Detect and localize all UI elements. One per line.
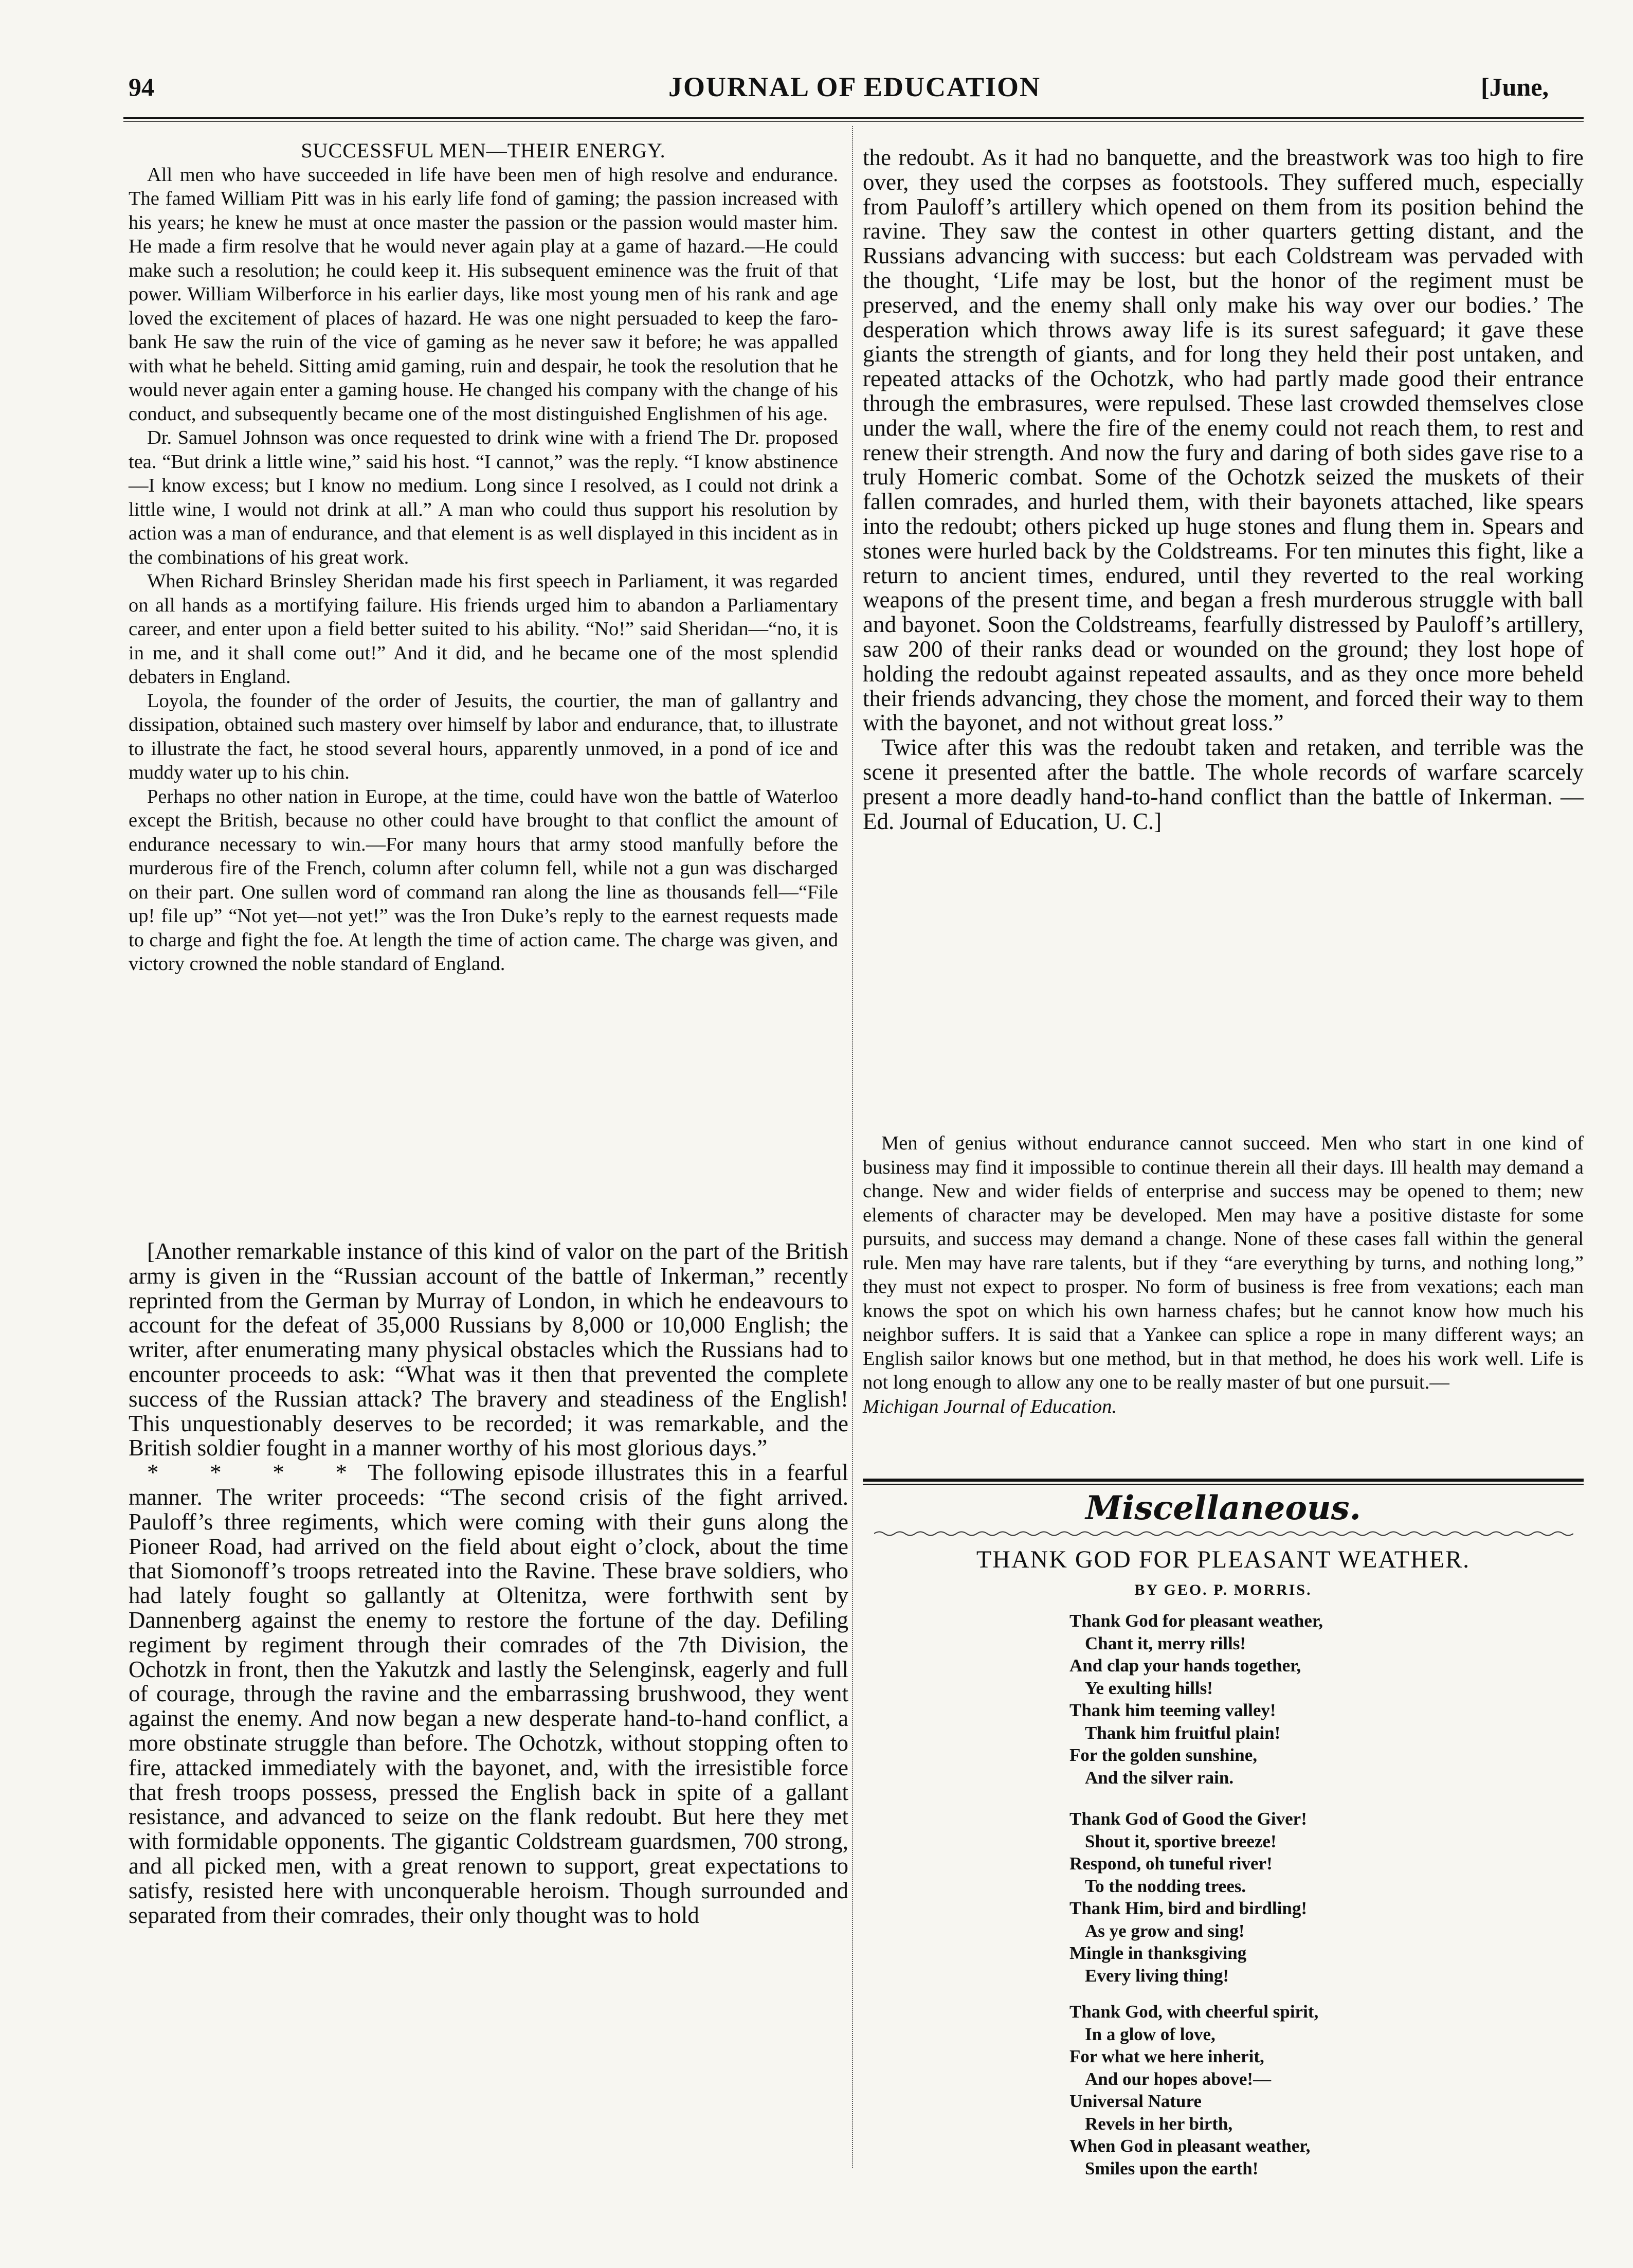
poem-line: Chant it, merry rills! [1085, 1633, 1246, 1653]
poem-line: Ye exulting hills! [1085, 1678, 1213, 1698]
poem-line: To the nodding trees. [1085, 1876, 1246, 1896]
poem-line: For what we here inherit, [1069, 2046, 1264, 2066]
column-divider [852, 126, 853, 2168]
paragraph [129, 1461, 848, 1928]
article-heading: SUCCESSFUL MEN—THEIR ENERGY. [301, 139, 666, 162]
poem-line: Thank God of Good the Giver! [1069, 1809, 1307, 1829]
paragraph: Loyola, the founder of the order of Jesuits, the courtier, the man of gallantry and dissipation, obtained such mastery over himself by labor and endurance, that, to illustrate to illustrate the fact, he stood several hours, apparently unmoved, in a pond of ice and muddy water up to his chin. [129, 690, 838, 783]
poem-line: Revels in her birth, [1085, 2113, 1233, 2134]
running-title: JOURNAL OF EDUCATION [668, 71, 1041, 102]
wavy-rule [874, 1530, 1573, 1537]
poem-line: Every living thing! [1085, 1965, 1229, 1986]
section-rule [863, 1479, 1584, 1485]
section-heading: Miscellaneous. [1085, 1489, 1361, 1527]
poem-line: For the golden sunshine, [1069, 1745, 1257, 1765]
article-inkerman-part-1 [129, 1239, 848, 1928]
paragraph: the redoubt. As it had no banquette, and the breastwork was too high to fire over, they used the corpses as footstools. They suffered much, especially from Pauloff’s artillery which opened on them from its position behind the ravine. They saw the contest in other quarters getting distant, and the Russians advancing with success: but each Coldstream was pervaded with the thought, ‘Life may be lost, but the honor of the regiment must be preserved, and the enemy shall only make his way over our bodies.’ The desperation which throws away life is its surest safeguard; it gave these giants the strength of giants, and for long they held their post untaken, and repeated attacks of the Ochotzk, who had partly made good their entrance through the embrasures, were repulsed. These last crowded themselves close under the wall, where the fire of the enemy could not reach them, to rest and renew their strength. And now the fury and daring of both sides gave rise to a truly Homeric combat. Some of the Ochotzk seized the muskets of their fallen comrades, and hurled them, with their bayonets attached, like spears into the redoubt; others picked up huge stones and flung them in. Spears and stones were hurled back by the Coldstreams. For ten minutes this fight, like a return to ancient times, endured, until they reverted to the real working weapons of the present time, and began a fresh murderous struggle with ball and bayonet. Soon the Coldstreams, fearfully distressed by Pauloff’s artillery, saw 200 of their ranks dead or wounded on the ground; they lost hope of holding the redoubt against repeated assaults, and as they once more beheld their friends advancing, they chose the moment, and forced their way to them with the bayonet, and not without great loss.” [863, 145, 1584, 736]
paragraph-text: Men of genius without endurance cannot succeed. Men who start in one kind of business may find it impossible to continue therein all their days. Ill health may demand a change. New and wider fields of enterprise and success may be opened to them; new elements of character may be developed. Men may have a positive distaste for some pursuits, and success may demand a change. None of these cases fall within the general rule. Men may have rare talents, but if they “are everything by turns, and nothing long,” they must not expect to prosper. No form of business is free from vexations; each man knows the spot on which his own harness chafes; but he cannot know how much his neighbor suffers. It is said that a Yankee can splice a rope in many different ways; an English sailor knows but one method, but in that method, he does his work well. Life is not long enough to allow any one to be really master of but one pursuit.— [863, 1132, 1584, 1393]
poem-line: Smiles upon the earth! [1085, 2158, 1259, 2179]
poem-line: Thank God for pleasant weather, [1069, 1611, 1323, 1631]
paragraph [863, 1131, 1584, 1418]
poem-title: THANK GOD FOR PLEASANT WEATHER. [976, 1546, 1471, 1573]
poem-line: Thank him fruitful plain! [1085, 1722, 1281, 1743]
poem-line: Thank Him, bird and birdling! [1069, 1898, 1307, 1918]
poem-line: Mingle in thanksgiving [1069, 1943, 1247, 1963]
poem-stanza [1069, 1808, 1481, 1987]
running-month: [June, [1481, 73, 1549, 101]
article-genius-endurance [863, 1131, 1584, 1418]
poem-line: And clap your hands together, [1069, 1655, 1301, 1676]
paragraph: When Richard Brinsley Sheridan made his first speech in Parliament, it was regarded on all hands as a mortifying failure. His friends urged him to abandon a Parliamentary career, and enter upon a field better suited to his ability. “No!” said Sheridan—“no, it is in me, and it shall come out!” And it did, and he became one of the most splendid debaters in England. [129, 570, 838, 688]
poem-stanza [1069, 1610, 1481, 1789]
poem-line: In a glow of love, [1085, 2024, 1215, 2044]
article-inkerman-part-2 [863, 146, 1584, 834]
poem-line: Thank God, with cheerful spirit, [1069, 2002, 1319, 2022]
poem-line: And the silver rain. [1085, 1767, 1234, 1788]
paragraph: All men who have succeeded in life have been men of high resolve and endurance. The famed William Pitt was in his early life fond of gaming; the passion increased with his years; he knew he must at once master the passion or the passion would master him. He made a firm resolve that he would never again play at a game of hazard.—He could make such a resolution; he could keep it. His subsequent eminence was the fruit of that power. William Wilberforce in his earlier days, like most young men of his rank and age loved the excitement of places of hazard. He was one night persuaded to keep the faro-bank He saw the ruin of the vice of gaming as he never saw it before; he was appalled with what he beheld. Sitting amid gaming, ruin and despair, he took the resolution that he would never again enter a gaming house. He changed his company with the change of his conduct, and subsequently became one of the most distinguished Englishmen of his age. [129, 164, 838, 425]
header-rule [123, 117, 1584, 122]
source-credit: Michigan Journal of Education. [863, 1395, 1117, 1417]
paragraph-text: The following episode illustrates this in a fearful manner. The writer proceeds: “The second crisis of the fight arrived. Pauloff’s three regiments, which were coming with their guns along the Pioneer Road, had arrived on the field about eight o’clock, about the time that Siomonoff’s troops retreated into the Ravine. These brave soldiers, who had lately fought so gallantly at Oltenitza, were forthwith sent by Dannenberg against the enemy to restore the fortune of the day. Defiling regiment by regiment through their comrades of the 7th Division, the Ochotzk in front, then the Yakutzk and lastly the Selenginsk, eagerly and full of courage, through the ravine and the embarrassing brushwood, they went against the enemy. And now began a new desperate hand-to-hand conflict, a more obstinate struggle than before. The Ochotzk, without stopping often to fire, attacked immediately with the bayonet, and, with the irresistible force that fresh troops possess, pressed the English back in spite of a gallant resistance, and advanced to seize on the flank redoubt. But here they met with formidable opponents. The gigantic Coldstream guardsmen, 700 strong, and all picked men, with a great renown to support, great expectations to satisfy, resisted here with unconquerable heroism. Though surrounded and separated from their comrades, their only thought was to hold [129, 1460, 848, 1928]
poem-line: As ye grow and sing! [1085, 1920, 1245, 1941]
poem-line: And our hopes above!— [1085, 2068, 1272, 2089]
paragraph: Perhaps no other nation in Europe, at the time, could have won the battle of Waterloo except the British, because no other could have brought to that conflict the amount of endurance necessary to win.—For many hours that army stood manfully before the murderous fire of the French, column after column fell, while not a gun was discharged on their part. One sullen word of command ran along the line as thousands fell—“File up! file up” “Not yet—not yet!” was the Iron Duke’s reply to the earnest requests made to charge and fight the foe. At length the time of action came. The charge was given, and victory crowned the noble standard of England. [129, 785, 838, 975]
poem-author: BY GEO. P. MORRIS. [1134, 1581, 1312, 1598]
poem-line: When God in pleasant weather, [1069, 2136, 1311, 2156]
poem-stanza [1069, 2001, 1481, 2180]
poem-line: Universal Nature [1069, 2091, 1202, 2111]
paragraph: Twice after this was the redoubt taken and retaken, and terrible was the scene it presented after the battle. The whole records of warfare scarcely present a more deadly hand-to-hand conflict than the battle of Inkerman. —Ed. Journal of Education, U. C.] [863, 734, 1584, 834]
paragraph: Dr. Samuel Johnson was once requested to drink wine with a friend The Dr. proposed tea. “But drink a little wine,” said his host. “I cannot,” was the reply. “I know abstinence—I know excess; but I know no medium. Long since I resolved, as I could not drink a little wine, I would not drink at all.” A man who could thus support his resolution by action was a man of endurance, and that element is as well displayed in this incident as in the combinations of his great work. [129, 427, 838, 568]
poem-line: Shout it, sportive breeze! [1085, 1831, 1277, 1851]
page-number: 94 [129, 73, 154, 101]
asterisks: * * * * [147, 1460, 368, 1486]
article-successful-men [129, 139, 838, 976]
poem-line: Thank him teeming valley! [1069, 1700, 1276, 1720]
paragraph: [Another remarkable instance of this kind of valor on the part of the British army is given in the “Russian account of the battle of Inkerman,” recently reprinted from the German by Murray of London, in which he endeavours to account for the defeat of 35,000 Russians by 8,000 or 10,000 English; the writer, after enumerating many physical obstacles which the Russians had to encounter proceeds to ask: “What was it then that prevented the complete success of the Russian attack? The bravery and steadiness of the English! This unquestionably deserves to be recorded; it was remarkable, and the British soldier fought in a manner worthy of his most glorious days.” [129, 1238, 848, 1461]
poem-line: Respond, oh tuneful river! [1069, 1853, 1273, 1874]
